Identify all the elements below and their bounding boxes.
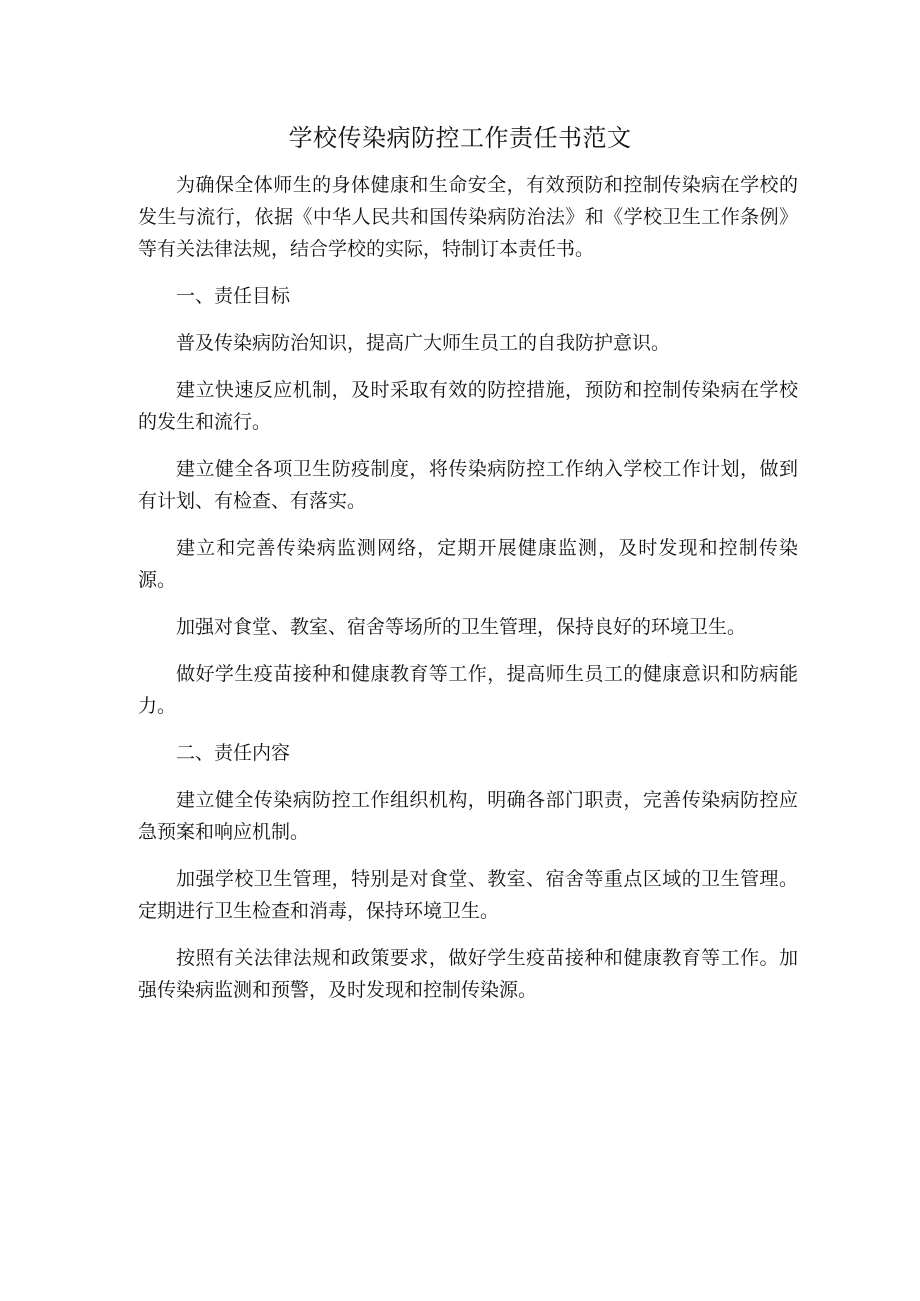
document-body: [138, 169, 798, 1021]
goal-item: 建立和完善传染病监测网络，定期开展健康监测，及时发现和控制传染源。: [138, 537, 798, 591]
goal-item: 建立快速反应机制，及时采取有效的防控措施，预防和控制传染病在学校的发生和流行。: [138, 379, 798, 433]
section-heading-responsibility-content: 二、责任内容: [176, 742, 291, 764]
section-heading-responsibility-goals: 一、责任目标: [176, 285, 291, 307]
content-item: 按照有关法律法规和政策要求，做好学生疫苗接种和健康教育等工作。加强传染病监测和预警，及时发现和控制传染源。: [138, 947, 798, 1001]
document-title: 学校传染病防控工作责任书范文: [288, 124, 632, 152]
content-item: 加强学校卫生管理，特别是对食堂、教室、宿舍等重点区域的卫生管理。定期进行卫生检查和消毒，保持环境卫生。: [138, 868, 798, 922]
content-item: 建立健全传染病防控工作组织机构，明确各部门职责，完善传染病防控应急预案和响应机制。: [138, 789, 798, 843]
goal-item: 做好学生疫苗接种和健康教育等工作，提高师生员工的健康意识和防病能力。: [138, 663, 798, 717]
goal-item: 加强对食堂、教室、宿舍等场所的卫生管理，保持良好的环境卫生。: [176, 616, 747, 638]
intro-paragraph: 为确保全体师生的身体健康和生命安全，有效预防和控制传染病在学校的发生与流行，依据《中华人民共和国传染病防治法》和《学校卫生工作条例》等有关法律法规，结合学校的实际，特制订本责任书。: [138, 174, 798, 260]
goal-item: 建立健全各项卫生防疫制度，将传染病防控工作纳入学校工作计划，做到有计划、有检查、有落实。: [138, 458, 798, 512]
goal-item: 普及传染病防治知识，提高广大师生员工的自我防护意识。: [176, 332, 671, 354]
